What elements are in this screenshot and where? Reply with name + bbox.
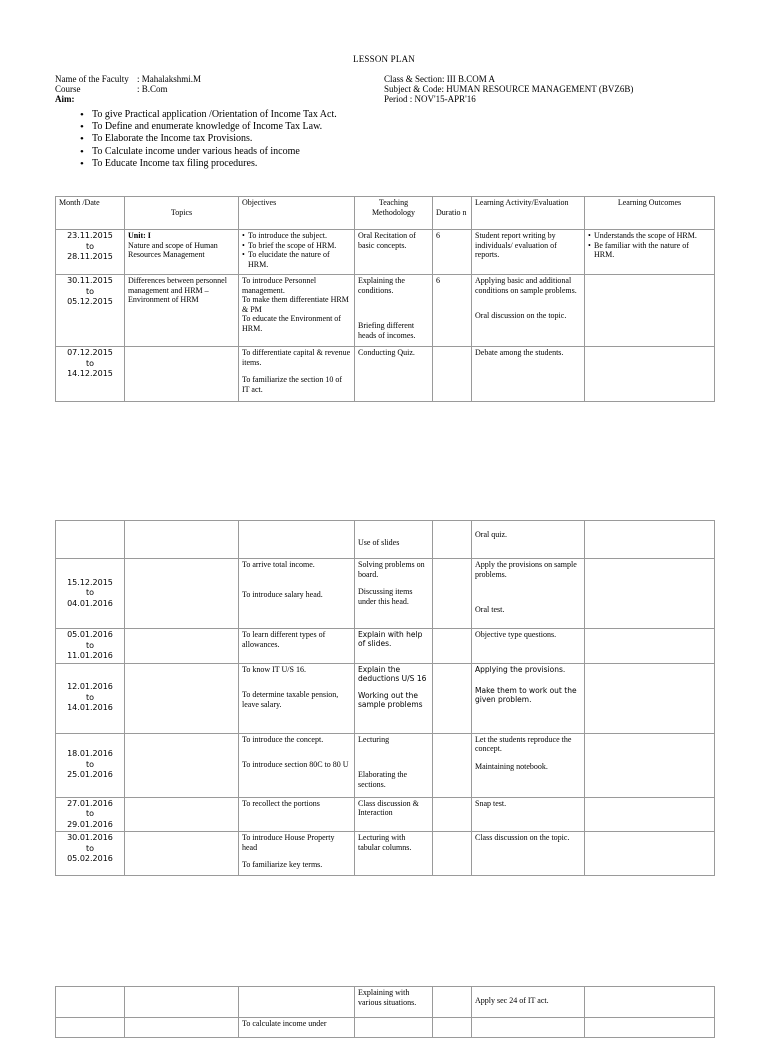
objectives-cell xyxy=(239,275,355,347)
date-to-label: to xyxy=(85,588,95,598)
header-topics: Topics xyxy=(125,197,239,230)
objective-text: To introduce Personnel management. xyxy=(242,276,317,295)
teaching-cell: Explaining with various situations. xyxy=(355,987,433,1018)
outcomes-cell xyxy=(585,521,715,559)
duration-cell xyxy=(433,987,472,1018)
learning-cell: Objective type questions. xyxy=(472,629,585,664)
date-to-label: to xyxy=(85,809,95,818)
objective-text: To familiarize the section 10 of IT act. xyxy=(242,375,343,394)
table-row xyxy=(56,559,715,629)
table-row xyxy=(56,521,715,559)
table-row xyxy=(56,230,715,275)
objectives-cell xyxy=(239,230,355,275)
lesson-table-3 xyxy=(55,986,715,1038)
date-to: 04.01.2016 xyxy=(67,598,113,608)
teaching-text: Lecturing xyxy=(358,734,390,744)
topic-cell xyxy=(125,629,239,664)
topic-cell xyxy=(125,797,239,832)
date-to-label: to xyxy=(85,692,95,702)
duration-cell xyxy=(433,797,472,832)
learning-text: Applying basic and additional conditions on sample problems. xyxy=(475,276,577,295)
objective-item: • To introduce the subject. xyxy=(242,231,351,241)
teaching-cell: Conducting Quiz. xyxy=(355,347,433,402)
teaching-cell xyxy=(355,559,433,629)
date-to: 25.01.2016 xyxy=(67,770,113,780)
outcomes-cell xyxy=(585,275,715,347)
topic-cell xyxy=(125,521,239,559)
unit-label: Unit: I xyxy=(128,231,151,240)
learning-cell: Snap test. xyxy=(472,797,585,832)
objective-text: To determine taxable pension, leave salary. xyxy=(242,690,339,709)
header-teaching: Teaching Methodology xyxy=(355,197,433,230)
outcomes-cell xyxy=(585,347,715,402)
teaching-text: Explain the deductions U/S 16 xyxy=(358,664,427,683)
teaching-text: Discussing items under this head. xyxy=(358,587,413,606)
course-label: Course xyxy=(55,84,81,94)
teaching-cell: Oral Recitation of basic concepts. xyxy=(355,230,433,275)
date-to: 29.01.2016 xyxy=(67,819,113,829)
learning-cell: Student report writing by individuals/ evaluation of reports. xyxy=(472,230,585,275)
date-to: 14.12.2015 xyxy=(67,369,113,378)
date-to-label: to xyxy=(85,843,95,853)
objective-text: To make them differentiate HRM & PM xyxy=(242,295,349,314)
topic-cell xyxy=(125,987,239,1018)
learning-text: Make them to work out the given problem. xyxy=(475,685,577,704)
table-row xyxy=(56,733,715,797)
topic-cell xyxy=(125,832,239,876)
learning-text: Oral quiz. xyxy=(475,530,507,539)
period: Period : NOV'15-APR'16 xyxy=(384,94,476,104)
topic-cell: Differences between personnel management and HRM – Environment of HRM xyxy=(125,275,239,347)
date-to-label: to xyxy=(85,286,95,296)
aims-list xyxy=(80,109,337,170)
class-info xyxy=(384,74,633,104)
teaching-text: Briefing different heads of incomes. xyxy=(358,321,416,340)
objectives-cell: To recollect the portions xyxy=(239,797,355,832)
faculty-value: : Mahalakshmi.M xyxy=(137,74,201,84)
page-title: LESSON PLAN xyxy=(353,54,415,64)
teaching-text: Working out the sample problems xyxy=(358,690,423,709)
learning-cell xyxy=(472,733,585,797)
outcomes-cell xyxy=(585,832,715,876)
objective-text: To introduce House Property head xyxy=(242,833,335,852)
teaching-text: Solving problems on board. xyxy=(358,560,425,579)
learning-text: Oral test. xyxy=(475,605,505,614)
date-to: 28.11.2015 xyxy=(67,252,113,261)
table-row xyxy=(56,663,715,733)
class-section: Class & Section: III B.COM A xyxy=(384,74,496,84)
duration-cell xyxy=(433,663,472,733)
duration-cell: 6 xyxy=(433,230,472,275)
objectives-cell: To learn different types of allowances. xyxy=(239,629,355,664)
date-cell xyxy=(56,629,125,664)
objective-text: To introduce salary head. xyxy=(242,589,323,599)
teaching-text: Explaining the conditions. xyxy=(358,276,405,295)
table-row xyxy=(56,1018,715,1038)
aim-label: Aim: xyxy=(55,94,75,104)
header-learning: Learning Activity/Evaluation xyxy=(472,197,585,230)
teaching-cell: Lecturing with tabular columns. xyxy=(355,832,433,876)
date-cell xyxy=(56,663,125,733)
date-to-label: to xyxy=(85,241,95,251)
date-cell xyxy=(56,230,125,275)
learning-text: Apply sec 24 of IT act. xyxy=(475,996,549,1005)
objective-item: • To brief the scope of HRM. xyxy=(242,241,351,251)
objectives-cell xyxy=(239,347,355,402)
teaching-cell: Class discussion & Interaction xyxy=(355,797,433,832)
learning-cell: Debate among the students. xyxy=(472,347,585,402)
objectives-cell xyxy=(239,663,355,733)
topic-cell xyxy=(125,347,239,402)
teaching-text: Use of slides xyxy=(358,538,400,547)
outcomes-cell xyxy=(585,629,715,664)
date-to: 05.02.2016 xyxy=(67,854,113,863)
objective-text: To familiarize key terms. xyxy=(242,860,323,869)
date-from: 30.01.2016 xyxy=(67,833,113,842)
learning-cell xyxy=(472,987,585,1018)
learning-cell xyxy=(472,521,585,559)
date-from: 05.01.2016 xyxy=(67,630,113,639)
objective-text: To arrive total income. xyxy=(242,560,315,569)
learning-text: Let the students reproduce the concept. xyxy=(475,734,572,753)
date-to: 14.01.2016 xyxy=(67,703,113,713)
objectives-cell xyxy=(239,559,355,629)
learning-cell xyxy=(472,1018,585,1038)
table-row xyxy=(56,347,715,402)
date-cell xyxy=(56,797,125,832)
teaching-cell xyxy=(355,733,433,797)
learning-cell: Class discussion on the topic. xyxy=(472,832,585,876)
date-from: 07.12.2015 xyxy=(67,348,113,357)
objectives-cell: To calculate income under xyxy=(239,1018,355,1038)
teaching-cell xyxy=(355,521,433,559)
aim-item: • To give Practical application /Orientation of Income Tax Act. xyxy=(80,109,337,121)
date-to: 05.12.2015 xyxy=(67,297,113,306)
date-to-label: to xyxy=(85,759,95,769)
objective-text: To differentiate capital & revenue items. xyxy=(242,348,351,367)
topic-text: Nature and scope of Human Resources Management xyxy=(128,240,218,259)
course-value: : B.Com xyxy=(137,84,168,94)
aim-item: • To Define and enumerate knowledge of Income Tax Law. xyxy=(80,121,337,133)
duration-cell: 6 xyxy=(433,275,472,347)
aim-item: • To Educate Income tax filing procedures. xyxy=(80,158,337,170)
learning-cell xyxy=(472,559,585,629)
objectives-cell xyxy=(239,521,355,559)
objective-text: To introduce section 80C to 80 U xyxy=(242,760,349,769)
teaching-cell: Explain with help of slides. xyxy=(355,629,433,664)
topic-cell xyxy=(125,663,239,733)
duration-cell xyxy=(433,1018,472,1038)
date-cell xyxy=(56,1018,125,1038)
header-duration: Duratio n xyxy=(433,197,472,230)
date-cell xyxy=(56,832,125,876)
header-date: Month /Date xyxy=(56,197,125,230)
date-cell xyxy=(56,521,125,559)
date-from: 15.12.2015 xyxy=(67,577,113,587)
date-to-label: to xyxy=(85,358,95,368)
learning-text: Apply the provisions on sample problems. xyxy=(475,560,577,579)
outcomes-cell xyxy=(585,733,715,797)
objective-text: To educate the Environment of HRM. xyxy=(242,314,341,333)
date-from: 12.01.2016 xyxy=(67,682,113,692)
date-from: 23.11.2015 xyxy=(67,231,113,240)
date-from: 27.01.2016 xyxy=(67,798,113,808)
outcome-item: • Be familiar with the nature of HRM. xyxy=(588,241,711,260)
duration-cell xyxy=(433,832,472,876)
learning-cell xyxy=(472,275,585,347)
outcomes-cell xyxy=(585,230,715,275)
outcome-item: • Understands the scope of HRM. xyxy=(588,231,711,241)
lesson-table-2 xyxy=(55,520,715,876)
outcomes-cell xyxy=(585,987,715,1018)
learning-cell xyxy=(472,663,585,733)
objective-text: To introduce the concept. xyxy=(242,734,324,744)
duration-cell xyxy=(433,347,472,402)
topic-cell xyxy=(125,559,239,629)
aim-item: • To Elaborate the Income tax Provisions. xyxy=(80,133,337,145)
objective-text: To know IT U/S 16. xyxy=(242,664,306,674)
duration-cell xyxy=(433,559,472,629)
lesson-table-1 xyxy=(55,196,715,402)
aim-item: • To Calculate income under various heads of income xyxy=(80,146,337,158)
duration-cell xyxy=(433,521,472,559)
date-from: 18.01.2016 xyxy=(67,749,113,759)
objective-item: • To elucidate the nature of HRM. xyxy=(242,250,351,269)
outcomes-cell xyxy=(585,559,715,629)
teaching-cell xyxy=(355,275,433,347)
faculty-info xyxy=(55,74,201,104)
learning-text: Applying the provisions. xyxy=(475,664,566,674)
learning-text: Maintaining notebook. xyxy=(475,761,548,771)
date-to-label: to xyxy=(85,640,95,650)
outcomes-cell xyxy=(585,797,715,832)
teaching-text: Elaborating the sections. xyxy=(358,770,408,789)
topic-cell xyxy=(125,733,239,797)
header-outcomes: Learning Outcomes xyxy=(585,197,715,230)
duration-cell xyxy=(433,629,472,664)
learning-text: Oral discussion on the topic. xyxy=(475,311,567,320)
outcomes-cell xyxy=(585,663,715,733)
table-header-row xyxy=(56,197,715,230)
topic-cell xyxy=(125,230,239,275)
date-to: 11.01.2016 xyxy=(67,651,113,660)
table-row xyxy=(56,629,715,664)
objectives-cell xyxy=(239,987,355,1018)
table-row xyxy=(56,797,715,832)
duration-cell xyxy=(433,733,472,797)
table-row xyxy=(56,832,715,876)
date-cell xyxy=(56,275,125,347)
date-cell xyxy=(56,733,125,797)
date-from: 30.11.2015 xyxy=(67,276,113,285)
objectives-cell xyxy=(239,733,355,797)
objectives-cell xyxy=(239,832,355,876)
outcomes-cell xyxy=(585,1018,715,1038)
subject-code: Subject & Code: HUMAN RESOURCE MANAGEMENT (BVZ6B) xyxy=(384,84,634,94)
topic-cell xyxy=(125,1018,239,1038)
faculty-label: Name of the Faculty xyxy=(55,74,129,84)
date-cell xyxy=(56,559,125,629)
table-row xyxy=(56,275,715,347)
table-row xyxy=(56,987,715,1018)
date-cell xyxy=(56,987,125,1018)
header-objectives: Objectives xyxy=(239,197,355,230)
teaching-cell xyxy=(355,1018,433,1038)
teaching-cell xyxy=(355,663,433,733)
date-cell xyxy=(56,347,125,402)
